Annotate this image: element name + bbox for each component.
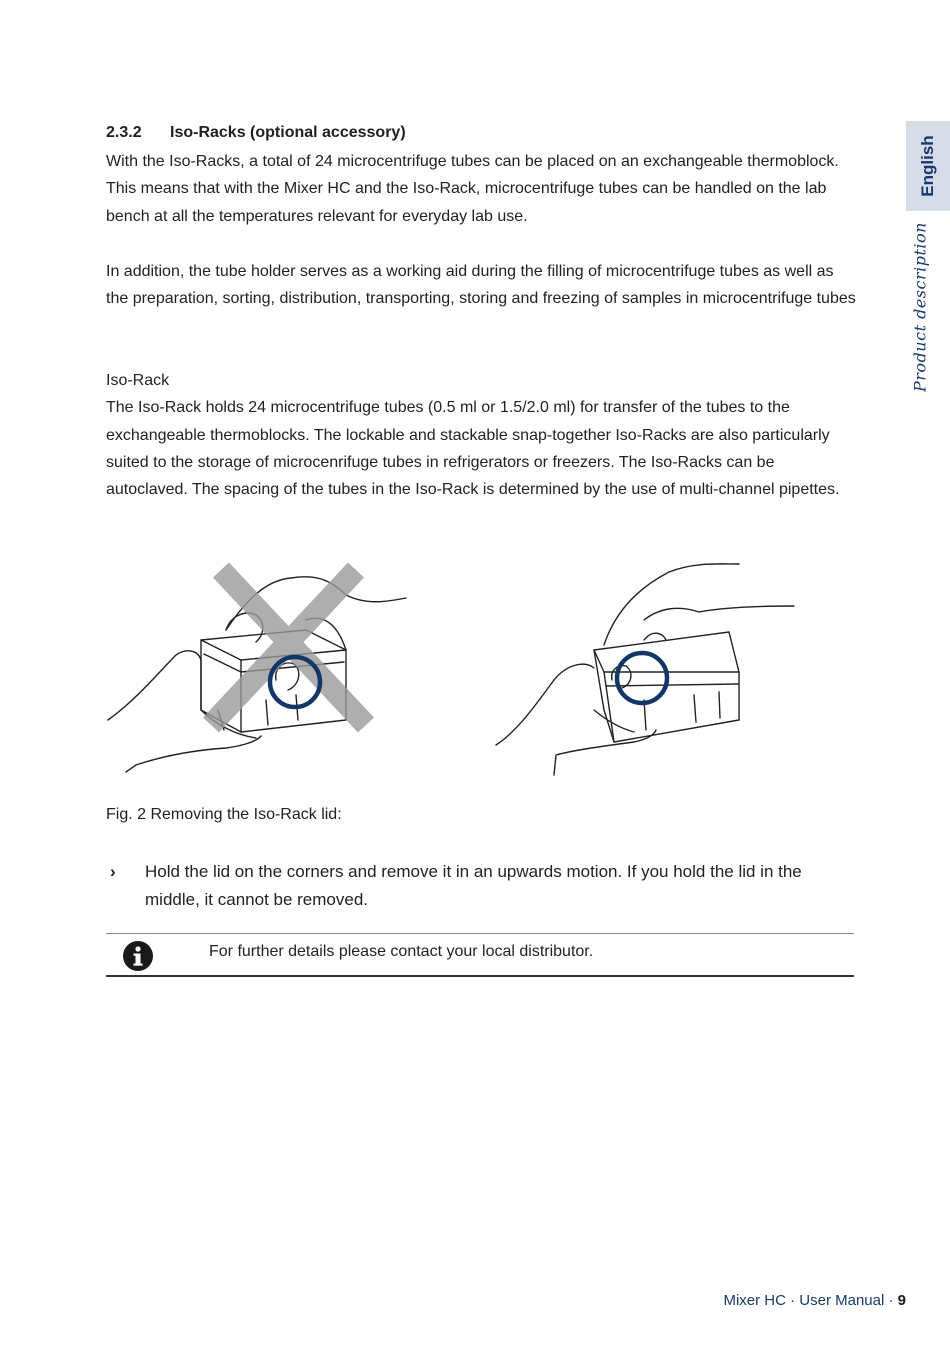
language-label: English bbox=[918, 135, 937, 197]
wrong-grip-illustration bbox=[106, 560, 416, 780]
paragraph-intro bbox=[106, 148, 858, 230]
page-footer bbox=[723, 1292, 906, 1309]
info-note bbox=[106, 933, 854, 977]
iso-rack-text: The Iso-Rack holds 24 microcentrifuge tubes (0.5 ml or 1.5/2.0 ml) for transfer of the tubes to the exchangeable thermoblocks. The lockable and stackable snap-together Iso-Racks are also particularly suited to the storage of microcenrifuge tubes in refrigerators or freezers. The Iso-Racks can be autoclaved. The spacing of the tubes in the Iso-Rack is determined by the use of multi-channel pipettes. bbox=[106, 399, 840, 499]
section-title: Iso-Racks (optional accessory) bbox=[170, 124, 406, 141]
page-number: 9 bbox=[897, 1292, 906, 1309]
paragraph-intro-text: With the Iso-Racks, a total of 24 microcentrifuge tubes can be placed on an exchangeable thermoblock. This means that with the Mixer HC and the Iso-Rack, microcentrifuge tubes can be handled on the lab bench at all the temperatures relevant for everyday lab use. bbox=[106, 153, 839, 225]
instruction-step bbox=[106, 858, 856, 914]
paragraph-usage-text: In addition, the tube holder serves as a working aid during the filling of microcentrifuge tubes as well as the preparation, sorting, distribution, transporting, storing and freezing of samples in microcentrifuge tubes bbox=[106, 263, 856, 308]
paragraph-usage bbox=[106, 258, 858, 313]
info-note-text: For further details please contact your local distributor. bbox=[209, 943, 594, 960]
highlight-circle-correct bbox=[617, 653, 667, 703]
figure-caption: Fig. 2 Removing the Iso-Rack lid: bbox=[106, 806, 342, 823]
language-tab bbox=[906, 121, 950, 211]
instruction-text: Hold the lid on the corners and remove it in an upwards motion. If you hold the lid in the middle, it cannot be removed. bbox=[145, 862, 802, 909]
footer-doc-title: Mixer HC · User Manual · bbox=[723, 1292, 898, 1309]
iso-rack-subheading: Iso-Rack bbox=[106, 372, 170, 389]
info-icon bbox=[122, 940, 154, 972]
section-heading bbox=[106, 124, 406, 142]
paragraph-iso-rack bbox=[106, 367, 858, 503]
correct-grip-illustration bbox=[494, 560, 804, 780]
section-number: 2.3.2 bbox=[106, 124, 142, 141]
bullet-marker: › bbox=[110, 862, 116, 881]
section-side-text: Product description bbox=[910, 222, 930, 392]
